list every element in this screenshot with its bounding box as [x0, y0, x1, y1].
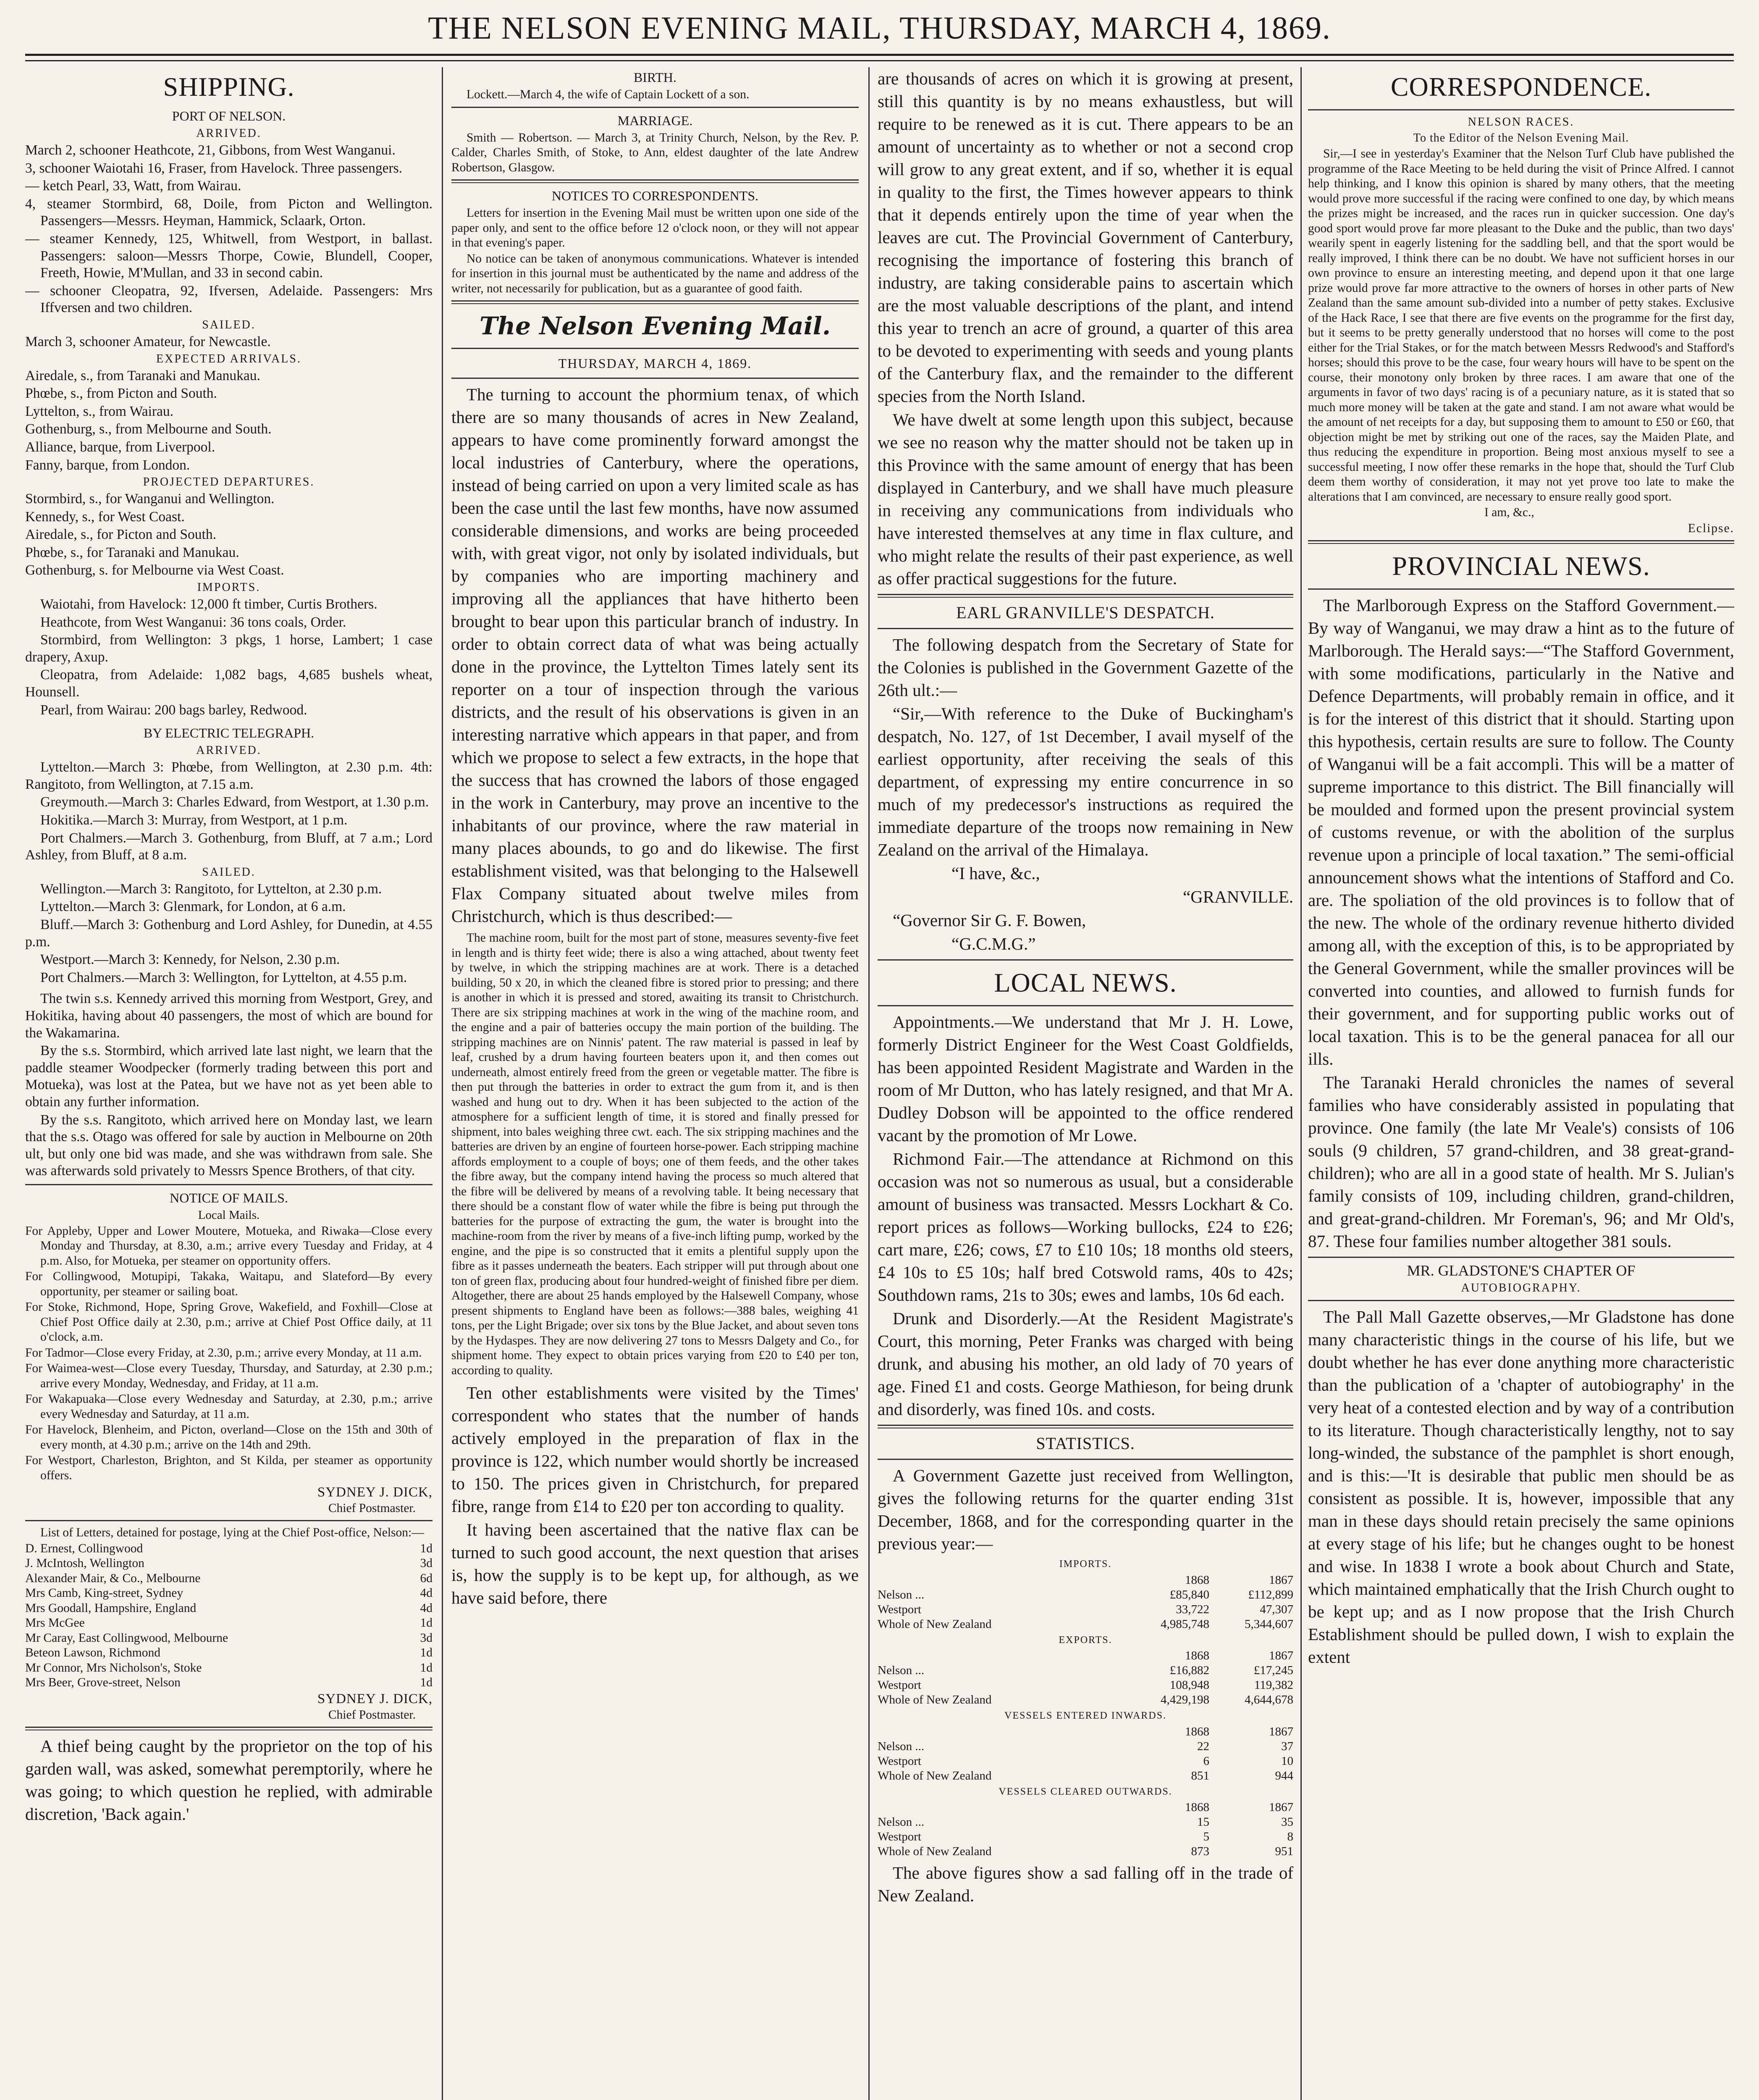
- leader-article: The turning to account the phormium tenax, of which there are so many thousands of acres in New Zealand, appears to have come prominently forward amongst the local industries of Canterbury, where the operations, instead of being carried on upon a very limited scale as has been the case until the last few months, have now assumed considerable dimensions, and works are being proceeded with, with great vigor, not only by isolated individuals, but by companies who are importing machinery and improving all the appliances that have hitherto been brought to bear upon this particular branch of industry. In order to obtain correct data of what was being actually done in the province, the Lyttelton Times lately sent its reporter on a tour of inspection through the various districts, and the result of his observations is given in an interesting narrative which appears in that paper, and from which we propose to select a few extracts, in the hope that the success that has crowned the labors of those engaged in the work in Canterbury, may prove an incentive to the inhabitants of our province, where the raw material in many places abounds, to go and do likewise. The first establishment visited, was that belonging to the Halsewell Flax Company situated about twelve miles from Christchurch, which is thus described:—: [451, 385, 859, 926]
- telegraph-entry: Port Chalmers.—March 3: Wellington, for Lyttelton, at 4.55 p.m.: [40, 969, 407, 985]
- telegraph-entry: Lyttelton.—March 3: Glenmark, for London, at 6 a.m.: [40, 899, 346, 915]
- shipping-entry: Pearl, from Wairau: 200 bags barley, Redwood.: [40, 702, 307, 718]
- row-label: Whole of New Zealand: [878, 1693, 992, 1707]
- statistics-conclusion: The above figures show a sad falling off in the trade of New Zealand.: [878, 1863, 1293, 1906]
- granville-recipient: “Governor Sir G. F. Bowen,: [893, 911, 1086, 930]
- table-row: [878, 1769, 1293, 1783]
- shipping-entry: Airedale, s., for Picton and South.: [25, 527, 216, 543]
- row-label: Whole of New Zealand: [878, 1617, 992, 1631]
- shipping-entry: Phœbe, s., for Taranaki and Manukau.: [25, 544, 239, 560]
- table-row: [878, 1739, 1293, 1754]
- letter-name: Alexander Mair, & Co., Melbourne: [25, 1571, 201, 1585]
- shipping-entry: Gothenburg, s., from Melbourne and South.: [25, 421, 272, 437]
- telegraph-entry: Greymouth.—March 3: Charles Edward, from Westport, at 1.30 p.m.: [40, 794, 429, 810]
- row-label: Nelson ...: [878, 1815, 925, 1829]
- row-label: Nelson ...: [878, 1739, 925, 1753]
- shipping-entry: Stormbird, from Wellington: 3 pkgs, 1 horse, Lambert; 1 case drapery, Axup.: [25, 632, 433, 665]
- letter-amount: 4d: [420, 1601, 433, 1615]
- section-rule: [451, 300, 859, 304]
- letter-amount: 1d: [420, 1661, 433, 1675]
- statistics-table: [878, 1573, 1293, 1632]
- telegraph-entry: Lyttelton.—March 3: Phœbe, from Wellington, at 2.30 p.m. 4th: Rangitoto, from Wellington, at 7.15 a.m.: [25, 759, 433, 792]
- cell: 8: [1287, 1830, 1293, 1844]
- column-shipping: [25, 67, 433, 2100]
- mail-entry: For Havelock, Blenheim, and Picton, overland—Close on the 15th and 30th of every month, at 4.30 p.m.; arrive on the 14th and 29th.: [25, 1423, 433, 1452]
- section-rule: [451, 348, 859, 349]
- leader-continuation: We have dwelt at some length upon this subject, because we see no reason why the matter should not be taken up in this Province with the same amount of energy that has been displayed in Canterbury, and we shall have much pleasure in receiving any communications from individuals who have interested themselves at any time in flax culture, and who might relate the results of their past experience, as well as offer practical suggestions for the future.: [878, 410, 1293, 588]
- masthead: THE NELSON EVENING MAIL, THURSDAY, MARCH 4, 1869.: [428, 10, 1331, 46]
- letter-body: Sir,—I see in yesterday's Examiner that the Nelson Turf Club have published the programme of the Race Meeting to be held during the visit of Prince Alfred. I cannot help thinking, and I know this opinion is shared by many others, that the meeting would prove more successful if the racing were confined to one day, by which means the prizes might be increased, and the races run in quicker succession. One day's good sport would prove far more pleasant to the Duke and the public, than two days' wearily spent in eagerly listening for the saddling bell, and that the sport would be really improved, I think there can be no doubt. We have not sufficient horses in our own province to ensure an interesting meeting, and depend upon it that one large prize would prove far more attractive to the owners of horses in other parts of New Zealand than the same amount sub-divided into a number of petty stakes. Exclusive of the Hack Race, I see that there are five events on the programme for the first day, but it seems to be pretty generally understood that no horses will come to the post either for the Trial Stakes, or for the match between Messrs Redwood's and Stafford's horses; should this prove to be the case, four weary hours will have to be spent on the course, their monotony only broken by three races. I am aware that one of the arguments in favor of two days' racing is of a pecuniary nature, as it is stated that so much more money will be taken at the gate and stand. I am not aware what would be the amount of net receipts for a day, but supposing them to amount to £50 or £60, that objection might be met by striking out one of the races, say the Maiden Plate, and thus reducing the expenditure in proportion. Being most anxious myself to see a successful meeting, I now offer these remarks in the hope that, should the Turf Club deem them worthy of consideration, it may not yet prove too late to make the alterations that I am convinced, are necessary to ensure really good sport.: [1308, 147, 1734, 504]
- year-header: 1868: [1185, 1725, 1209, 1738]
- shipping-entry: — ketch Pearl, 33, Watt, from Wairau.: [25, 178, 241, 194]
- cell: 22: [1197, 1739, 1209, 1753]
- telegraph-entry: Port Chalmers.—March 3. Gothenburg, from Bluff, at 7 a.m.; Lord Ashley, from Bluff, at 8 a.m.: [25, 830, 433, 863]
- shipping-entry: — schooner Cleopatra, 92, Ifversen, Adelaide. Passengers: Mrs Iffversen and two children.: [25, 283, 433, 316]
- telegraph-entry: Westport.—March 3: Kennedy, for Nelson, 2.30 p.m.: [40, 952, 340, 968]
- column-divider: [868, 67, 870, 2100]
- masthead-rule: [25, 54, 1734, 61]
- leader-article: It having been ascertained that the native flax can be turned to such good account, the next question that arises is, how the supply is to be kept up, for although, as we have said before, there: [451, 1520, 859, 1607]
- granville-recipient: “G.C.M.G.”: [952, 934, 1036, 953]
- subheading-mails: NOTICE OF MAILS.: [170, 1190, 288, 1205]
- mail-entry: For Waimea-west—Close every Tuesday, Thursday, and Saturday, at 2.30 p.m.; arrive every Monday, Wednesday, and Friday, at 11 a.m.: [25, 1362, 433, 1390]
- dateline: THURSDAY, MARCH 4, 1869.: [558, 356, 752, 371]
- cell: 10: [1281, 1754, 1293, 1768]
- cell: £17,245: [1253, 1664, 1293, 1677]
- shipping-entry: Heathcote, from West Wanganui: 36 tons coals, Order.: [40, 614, 346, 630]
- telegraph-entry: Bluff.—March 3: Gothenburg and Lord Ashley, for Dunedin, at 4.55 p.m.: [25, 916, 433, 950]
- letter-closing: I am, &c.,: [1484, 506, 1534, 519]
- section-rule: [1308, 588, 1734, 590]
- section-rule: [878, 594, 1293, 598]
- section-rule: [451, 107, 859, 108]
- cell: 873: [1191, 1845, 1209, 1858]
- heading-statistics: STATISTICS.: [1036, 1434, 1135, 1453]
- section-rule: [25, 1727, 433, 1730]
- letter-name: Mrs McGee: [25, 1616, 85, 1630]
- extract-paragraph: The machine room, built for the most part of stone, measures seventy-five feet in length and is thirty feet wide; there is also a wing attached, about twenty feet by twelve, in which the stripping machines are at work. There is a detached building, 50 x 20, in which the cleaned fibre is stored prior to pressing; and there is another in which it is pressed and stored, awaiting its transit to Christchurch. There are six stripping machines at work in the wing of the machine room, and the engine and a pair of batteries occupy the main portion of the building. The stripping machines are on Ninnis' patent. The raw material is passed in leaf by leaf, crushed by a drum having fourteen beaters upon it, and then comes out underneath, almost entirely freed from the green or vegetable matter. The fibre is then put through the batteries in order to extract the gum from it, and is then washed and hung out to dry. When it has been subjected to the action of the atmosphere for a sufficient length of time, it is stored and finally pressed for shipment, into bales weighing three cwt. each. The six stripping machines and the batteries are driven by an engine of fourteen horse-power. Each stripping machine affords employment to a couple of boys; one of them feeds, and the other takes the fibre away, but the company intend having the process so much altered that the fibre will be delivered by means of a revolving table. It being necessary that there should be a constant flow of water while the fibre is being put through the batteries for the purpose of extracting the gum, the water is brought into the machine-room from the river by means of a five-inch lifting pump, worked by the engine, and the pipe is so constructed that it emits a plentiful supply upon the fibre as it passes underneath the beaters. Each stripper will put through about one ton of green flax, producing about four hundred-weight of finished fibre per diem. Altogether, there are about 25 hands employed by the Halsewell Company, whose present shipments to England have been as follows:—388 bales, weighing 41 tons, per the Light Brigade; over six tons by the Blue Jacket, and about seven tons by the Hydaspes. They are now delivering 27 tons to Messrs Dalgety and Co., for shipment home. They expect to obtain prices varying from £20 to £40 per ton, according to quality.: [451, 931, 859, 1377]
- cell: 4,429,198: [1161, 1693, 1209, 1707]
- mail-entry: For Wakapuaka—Close every Wednesday and Saturday, at 2.30, p.m.; arrive every Wednesday and Saturday, at 11 a.m.: [25, 1392, 433, 1421]
- granville-closing: “I have, &c.,: [952, 864, 1040, 883]
- granville-intro: The following despatch from the Secretary of State for the Colonies is published in the Government Gazette of the 26th ult.:—: [878, 635, 1293, 700]
- letter-name: J. McIntosh, Wellington: [25, 1557, 144, 1570]
- subheading-arrived: ARRIVED.: [196, 744, 262, 757]
- shipping-entry: Lyttelton, s., from Wairau.: [25, 403, 174, 419]
- cell: 33,722: [1176, 1602, 1209, 1616]
- heading-notices: NOTICES TO CORRESPONDENTS.: [551, 188, 759, 203]
- letter-name: Beteon Lawson, Richmond: [25, 1646, 160, 1660]
- table-row: [878, 1754, 1293, 1769]
- letter-name: Mr Caray, East Collingwood, Melbourne: [25, 1631, 228, 1645]
- statistics-table: [878, 1725, 1293, 1783]
- letter-row: [25, 1541, 433, 1557]
- heading-provincial-news: PROVINCIAL NEWS.: [1392, 551, 1650, 581]
- letter-amount: 4d: [420, 1586, 433, 1600]
- column-editorial: [451, 67, 859, 2100]
- table-row: [878, 1588, 1293, 1602]
- postmaster-signature: SYDNEY J. DICK,: [317, 1691, 433, 1706]
- letter-row: [25, 1586, 433, 1601]
- shipping-entry: Kennedy, s., for West Coast.: [25, 509, 185, 525]
- cell: 5,344,607: [1245, 1617, 1293, 1631]
- cell: 4,985,748: [1161, 1617, 1209, 1631]
- section-rule: [451, 179, 859, 183]
- postmaster-title: Chief Postmaster.: [328, 1501, 416, 1515]
- anecdote: A thief being caught by the proprietor on the top of his garden wall, was asked, somewhat peremptorily, where he was going; to which question he replied, with admirable discretion, 'Back again.': [25, 1736, 433, 1824]
- mail-entry: For Westport, Charleston, Brighton, and St Kilda, per steamer as opportunity offers.: [25, 1454, 433, 1482]
- cell: 35: [1281, 1815, 1293, 1829]
- row-label: Westport: [878, 1754, 921, 1768]
- row-label: Westport: [878, 1602, 921, 1616]
- heading-correspondence: CORRESPONDENCE.: [1390, 72, 1652, 102]
- year-header: 1868: [1185, 1573, 1209, 1587]
- row-label: Westport: [878, 1830, 921, 1844]
- letter-row: [25, 1571, 433, 1586]
- year-header: 1868: [1185, 1801, 1209, 1814]
- subheading-sailed: SAILED.: [202, 318, 256, 331]
- section-rule: [25, 1184, 433, 1185]
- shipping-entry: Waiotahi, from Havelock: 12,000 ft timber, Curtis Brothers.: [40, 596, 377, 612]
- letter-amount: 1d: [420, 1616, 433, 1630]
- birth-notice: Lockett.—March 4, the wife of Captain Lockett of a son.: [467, 88, 750, 101]
- column-news: [878, 67, 1293, 2100]
- column-divider: [442, 67, 443, 2100]
- heading-granville: EARL GRANVILLE'S DESPATCH.: [956, 603, 1215, 622]
- local-news-item: Drunk and Disorderly.—At the Resident Magistrate's Court, this morning, Peter Franks was charged with being drunk, and abusing his mother, an old lady of 70 years of age. Fined £1 and costs. George Mathieson, for being drunk and disorderly, was fined 10s. and costs.: [878, 1309, 1293, 1419]
- letter-row: [25, 1675, 433, 1690]
- section-rule: [1308, 540, 1734, 544]
- row-label: Nelson ...: [878, 1588, 925, 1601]
- shipping-entry: Stormbird, s., for Wanganui and Wellington.: [25, 491, 275, 507]
- letter-amount: 3d: [420, 1631, 433, 1645]
- table-row: [878, 1815, 1293, 1830]
- section-rule: [1308, 1300, 1734, 1301]
- shipping-entry: — steamer Kennedy, 125, Whitwell, from Westport, in ballast. Passengers: saloon—Messrs Thorpe, Cowie, Blundell, Cooper, Freeth, Howie, M'Mullan, and 33 in second cabin.: [25, 231, 433, 281]
- cell: 5: [1203, 1830, 1209, 1844]
- letter-amount: 1d: [420, 1541, 433, 1555]
- letter-amount: 1d: [420, 1646, 433, 1660]
- subheading-local-mails: Local Mails.: [198, 1208, 260, 1222]
- table-row: [878, 1678, 1293, 1693]
- section-rule: [878, 1005, 1293, 1006]
- column-divider: [1300, 67, 1302, 2100]
- granville-body: “Sir,—With reference to the Duke of Buckingham's despatch, No. 127, of 1st December, I avail myself of the earliest opportunity, after receiving the seals of this department, of expressing my entire concurrence in so much of my predecessor's instructions as required the immediate departure of the troops now remaining in New Zealand on the arrival of the Himalaya.: [878, 704, 1293, 859]
- to-editor: To the Editor of the Nelson Evening Mail.: [1413, 131, 1629, 144]
- cell: 4,644,678: [1245, 1693, 1293, 1707]
- section-rule: [1308, 109, 1734, 110]
- shipping-entry: Airedale, s., from Taranaki and Manukau.: [25, 368, 260, 383]
- heading-gladstone: MR. GLADSTONE'S CHAPTER OF: [1407, 1262, 1636, 1279]
- section-rule: [878, 959, 1293, 961]
- year-header: 1868: [1185, 1649, 1209, 1663]
- gladstone-article: The Pall Mall Gazette observes,—Mr Gladstone has done many characteristic things in the course of his life, but we doubt whether he has ever done anything more characteristic than the publication of a 'chapter of autobiography' in the very heat of a contested election and by way of a contribution to its literature. Though characteristically lengthy, not to say long-winded, the substance of the pamphlet is short enough, and is this:—'It is desirable that public men should be as consistent as possible. It is, however, impossible that any man in these days should retain precisely the same opinions at every stage of his life; but he changes ought to be honest and wise. In 1838 I wrote a book about Church and State, which maintained emphatically that the Irish Church ought to be kept up; and as I now propose that the Irish Church Establishment should be pulled down, I wish to explain the extent: [1308, 1307, 1734, 1667]
- table-row: [878, 1693, 1293, 1707]
- table-row: [878, 1602, 1293, 1617]
- section-rule: [25, 1520, 433, 1521]
- shipping-entry: Alliance, barque, from Liverpool.: [25, 439, 215, 455]
- news-paragraph: By the s.s. Rangitoto, which arrived here on Monday last, we learn that the s.s. Otago was offered for sale by auction in Melbourne on 20th ult, but only one bid was made, and she was withdrawn from sale. She was afterwards sold privately to Messrs Spence Brothers, of that city.: [25, 1112, 433, 1179]
- row-label: Whole of New Zealand: [878, 1769, 992, 1782]
- provincial-item: The Taranaki Herald chronicles the names of several families who have considerably assisted in populating that province. One family (the late Mr Veale's) consists of 106 souls (9 children, 57 grand-children, and 38 great-grand-children); who are all in a good state of health. Mr S. Julian's family consists of 109, including children, grand-children, and great-grand-children. Mr Foreman's, 96; and Mr Old's, 87. These four families number altogether 381 souls.: [1308, 1073, 1734, 1251]
- shipping-entry: 3, schooner Waiotahi 16, Fraser, from Havelock. Three passengers.: [25, 160, 403, 176]
- provincial-item: The Marlborough Express on the Stafford Government.—By way of Wanganui, we may draw a hint as to the future of Marlborough. The Herald says:—“The Stafford Government, with some modifications, particularly in the Native and Defence Departments, will probably remain in office, and it is for the interest of this district that it should. Starting upon this hypothesis, certain results are sure to follow. The County of Wanganui will be a fait accompli. This will be a matter of supreme importance to this district. The Bill financially will be moulded and formed upon the present provincial system of customs revenue, or with the abolition of the surplus revenue upon a principle of local taxation.” The semi-official announcement shows what the intentions of Stafford and Co. are. The spoliation of the old provinces is to follow that of the new. The whole of the ordinary revenue hitherto divided among all, with the exception of this, is to be appropriated by the General Government, while the smaller provinces will be converted into counties, and allowed to furnish funds for their government, and for supporting public works out of local taxation. This is to be the general panacea for all our ills.: [1308, 596, 1734, 1068]
- subheading-telegraph: BY ELECTRIC TELEGRAPH.: [143, 725, 315, 741]
- cell: 6: [1203, 1754, 1209, 1768]
- section-rule: [878, 1459, 1293, 1460]
- cell: 15: [1197, 1815, 1209, 1829]
- shipping-entry: Fanny, barque, from London.: [25, 457, 190, 473]
- section-heading-shipping: SHIPPING.: [163, 72, 295, 102]
- shipping-entry: Gothenburg, s. for Melbourne via West Coast.: [25, 562, 284, 578]
- subheading-sailed: SAILED.: [202, 865, 256, 879]
- section-rule: [878, 628, 1293, 629]
- letter-name: Mr Connor, Mrs Nicholson's, Stoke: [25, 1661, 202, 1675]
- column-correspondence: [1308, 67, 1734, 2100]
- subheading-expected: EXPECTED ARRIVALS.: [156, 352, 301, 365]
- mail-entry: For Appleby, Upper and Lower Moutere, Motueka, and Riwaka—Close every Monday and Thursday, at 8.30, a.m.; arrive every Tuesday and Friday, at 4 p.m. Also, for Motueka, per steamer on opportunity offers.: [25, 1224, 433, 1268]
- shipping-entry: March 3, schooner Amateur, for Newcastle.: [25, 333, 271, 349]
- telegraph-entry: Wellington.—March 3: Rangitoto, for Lyttelton, at 2.30 p.m.: [40, 881, 382, 897]
- heading-local-news: LOCAL NEWS.: [994, 968, 1177, 998]
- subheading-arrived: ARRIVED.: [196, 127, 262, 140]
- postmaster-title: Chief Postmaster.: [328, 1708, 416, 1722]
- telegraph-entry: Hokitika.—March 3: Murray, from Westport, at 1 p.m.: [40, 812, 348, 828]
- year-header: 1867: [1269, 1725, 1293, 1738]
- table-row: [878, 1830, 1293, 1844]
- heading-birth: BIRTH.: [633, 70, 677, 85]
- section-rule: [878, 1425, 1293, 1428]
- subheading-projected: PROJECTED DEPARTURES.: [143, 475, 315, 489]
- letter-signature: Eclipse.: [1688, 521, 1734, 535]
- letter-name: Mrs Beer, Grove-street, Nelson: [25, 1676, 181, 1690]
- shipping-entry: 4, steamer Stormbird, 68, Doile, from Picton and Wellington. Passengers—Messrs. Heyman, Hammick, Sclaark, Orton.: [25, 196, 433, 229]
- letters-intro: List of Letters, detained for postage, lying at the Chief Post-office, Nelson:—: [40, 1526, 424, 1540]
- subheading-port: PORT OF NELSON.: [172, 108, 286, 123]
- subheading-imports: IMPORTS.: [197, 581, 261, 594]
- news-paragraph: By the s.s. Stormbird, which arrived late last night, we learn that the paddle steamer Woodpecker (formerly trading between this port and Motueka), was lost at the Patea, but we have not as yet been able to obtain any further information.: [25, 1043, 433, 1110]
- row-label: Whole of New Zealand: [878, 1845, 992, 1858]
- subheading-races: NELSON RACES.: [1468, 116, 1575, 129]
- cell: 37: [1281, 1739, 1293, 1753]
- cell: 851: [1191, 1769, 1209, 1782]
- cell: £112,899: [1248, 1588, 1293, 1601]
- cell: 119,382: [1254, 1678, 1293, 1692]
- table-title: EXPORTS.: [1059, 1634, 1112, 1646]
- mail-entry: For Tadmor—Close every Friday, at 2.30, p.m.; arrive every Monday, at 11 a.m.: [25, 1346, 422, 1360]
- shipping-entry: March 2, schooner Heathcote, 21, Gibbons, from West Wanganui.: [25, 142, 396, 158]
- letter-name: Mrs Camb, King-street, Sydney: [25, 1586, 184, 1600]
- leader-continuation: are thousands of acres on which it is growing at present, still this quantity is by no means exhaustless, but will require to be renewed as it is cut. There appears to be an amount of uncertainty as to whether or not a second crop will grow to any great extent, and if so, whether it is equal in quality to the first, the Times however appears to think that it depends entirely upon the time of year when the leaves are cut. The Provincial Government of Canterbury, recognising the importance of fostering this branch of industry, are taking considerable pains to ascertain which are the most valuable descriptions of the plant, and intend this year to trench an acre of ground, a quarter of this area to be devoted to experimenting with seeds and young plants of the Canterbury flax, and the remainder to the different species from the North Island.: [878, 69, 1293, 406]
- table-row: [878, 1617, 1293, 1632]
- year-header: 1867: [1269, 1573, 1293, 1587]
- postmaster-signature: SYDNEY J. DICK,: [317, 1485, 433, 1500]
- letter-row: [25, 1661, 433, 1676]
- granville-signature: “GRANVILLE.: [1182, 887, 1293, 906]
- row-label: Nelson ...: [878, 1664, 925, 1677]
- year-header: 1867: [1269, 1649, 1293, 1663]
- letter-amount: 1d: [420, 1676, 433, 1690]
- section-rule: [451, 378, 859, 379]
- letter-row: [25, 1601, 433, 1616]
- local-news-item: Appointments.—We understand that Mr J. H. Lowe, formerly District Engineer for the West Coast Goldfields, has been appointed Resident Magistrate and Warden in the room of Mr Dutton, who has lately resigned, and that Mr A. Dudley Dobson will be appointed to the office rendered vacant by the promotion of Mr Lowe.: [878, 1012, 1293, 1145]
- table-row: [878, 1663, 1293, 1678]
- cell: 108,948: [1169, 1678, 1209, 1692]
- cell: 944: [1275, 1769, 1293, 1782]
- year-header: 1867: [1269, 1801, 1293, 1814]
- statistics-intro: A Government Gazette just received from Wellington, gives the following returns for the quarter ending 31st December, 1868, and for the corresponding quarter in the previous year:—: [878, 1466, 1293, 1553]
- heading-marriage: MARRIAGE.: [617, 113, 693, 128]
- shipping-entry: Cleopatra, from Adelaide: 1,082 bags, 4,685 bushels wheat, Hounsell.: [25, 667, 433, 700]
- letter-row: [25, 1646, 433, 1661]
- marriage-notice: Smith — Robertson. — March 3, at Trinity Church, Nelson, by the Rev. P. Calder, Charles Smith, of Stoke, to Ann, eldest daughter of the late Andrew Robertson, Glasgow.: [451, 131, 859, 174]
- leader-article: Ten other establishments were visited by the Times' correspondent who states that the number of hands actively employed in the preparation of flax in the province is 122, which number would shortly be increased to 150. The prices given in Christchurch, for prepared fibre, range from £14 to £20 per ton according to quality.: [451, 1383, 859, 1516]
- cell: 47,307: [1260, 1602, 1293, 1616]
- paper-title: The Nelson Evening Mail.: [479, 312, 831, 340]
- cell: £16,882: [1169, 1664, 1209, 1677]
- table-title: IMPORTS.: [1059, 1559, 1112, 1570]
- table-row: [878, 1844, 1293, 1859]
- section-rule: [1308, 1257, 1734, 1258]
- statistics-table: [878, 1800, 1293, 1859]
- letter-name: D. Ernest, Collingwood: [25, 1541, 143, 1555]
- table-title: VESSELS ENTERED INWARDS.: [1004, 1710, 1167, 1722]
- cell: 951: [1275, 1845, 1293, 1858]
- shipping-entry: Phœbe, s., from Picton and South.: [25, 386, 217, 402]
- statistics-table: [878, 1648, 1293, 1707]
- letter-amount: 6d: [420, 1571, 433, 1585]
- notice-paragraph: No notice can be taken of anonymous communications. Whatever is intended for insertion in this journal must be authenticated by the name and address of the writer, not necessarily for publication, but as a guarantee of good faith.: [451, 252, 859, 295]
- row-label: Westport: [878, 1678, 921, 1692]
- letter-name: Mrs Goodall, Hampshire, England: [25, 1601, 197, 1615]
- news-paragraph: The twin s.s. Kennedy arrived this morning from Westport, Grey, and Hokitika, having about 40 passengers, the most of which are bound for the Wakamarina.: [25, 991, 433, 1041]
- mail-entry: For Collingwood, Motupipi, Takaka, Waitapu, and Slateford—By every opportunity, per steamer or sailing boat.: [25, 1270, 433, 1298]
- letter-row: [25, 1631, 433, 1646]
- letter-amount: 3d: [420, 1557, 433, 1570]
- mail-entry: For Stoke, Richmond, Hope, Spring Grove, Wakefield, and Foxhill—Close at Chief Post Office daily at 2.30, p.m.; arrive at Chief Post Office daily, at 11 o'clock, a.m.: [25, 1300, 433, 1344]
- local-news-item: Richmond Fair.—The attendance at Richmond on this occasion was not so numerous as usual, but a considerable amount of business was transacted. Messrs Lockhart & Co. report prices as follows—Working bullocks, £24 to £26; cart mare, £26; cows, £7 to £10 10s; 18 months old steers, £4 10s to £5 10s; half bred Cotswold rams, 40s to 42s; Southdown rams, 21s to 30s; ewes and lambs, 10s 6d each.: [878, 1149, 1293, 1305]
- table-title: VESSELS CLEARED OUTWARDS.: [999, 1786, 1172, 1797]
- letter-row: [25, 1556, 433, 1571]
- letter-row: [25, 1616, 433, 1631]
- heading-gladstone-sub: AUTOBIOGRAPHY.: [1461, 1281, 1581, 1294]
- notice-paragraph: Letters for insertion in the Evening Mail must be written upon one side of the paper only, and sent to the office before 12 o'clock noon, or they will not appear in that evening's paper.: [451, 206, 859, 249]
- cell: £85,840: [1169, 1588, 1209, 1601]
